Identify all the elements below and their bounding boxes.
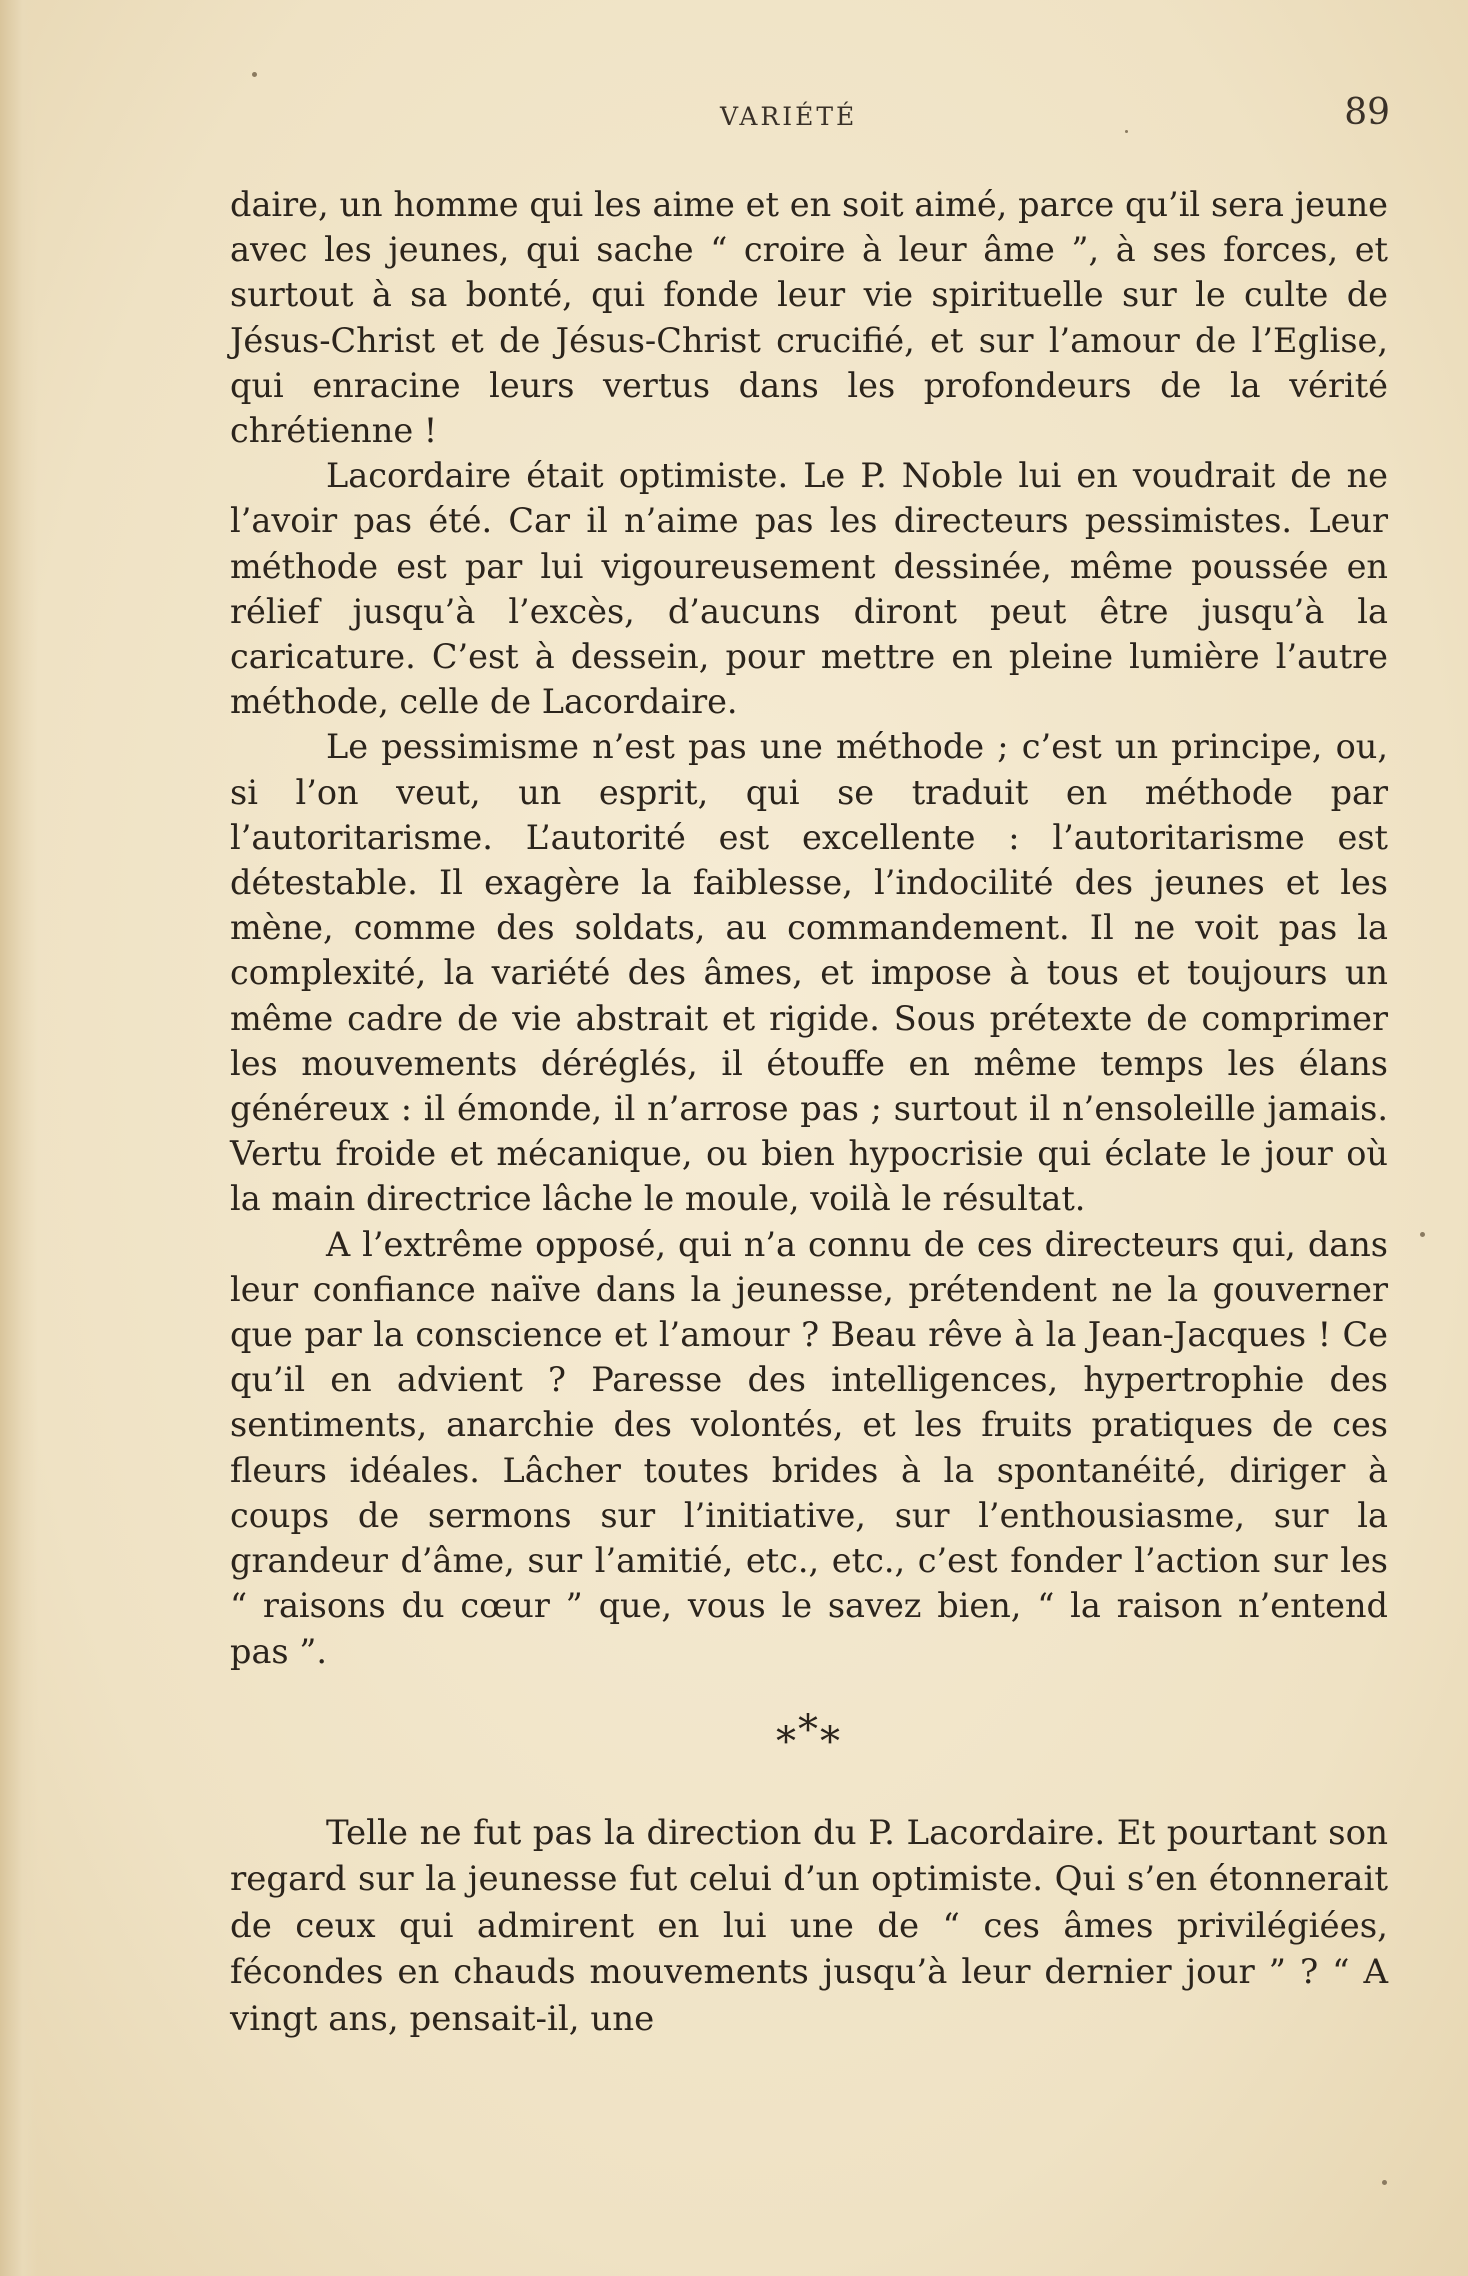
paragraph-direction: Telle ne fut pas la direction du P. Lacordaire. Et pourtant son regard sur la jeunesse fut celui d’un optimiste. Qui s’en étonnerait de ceux qui admirent en lui une de “ ces âmes privilégiées, fécondes en chauds mouvements jusqu’à leur dernier jour ” ? “ A vingt ans, pensait-il, une — [230, 1812, 1388, 2039]
paragraph-continued: daire, un homme qui les aime et en soit aimé, parce qu’il sera jeune avec les jeunes, qui sache “ croire à leur âme ”, à ses forces, et surtout à sa bonté, qui fonde leur vie spirituelle sur le culte de Jésus-Christ et de Jésus-Christ crucifié, et sur l’amour de l’Eglise, qui enracine leurs vertus dans les profondeurs de la vérité chrétienne ! — [230, 185, 1388, 451]
paragraph-pessimisme: Le pessimisme n’est pas une méthode ; c’est un principe, ou, si l’on veut, un esprit, qui se traduit en méthode par l’autoritarisme. L’autorité est excellente : l’autoritarisme est détestable. Il exagère la faiblesse, l’indocilité des jeunes et les mène, comme des soldats, au commandement. Il ne voit pas la complexité, la variété des âmes, et impose à tous et toujours un même cadre de vie abstrait et rigide. Sous prétexte de comprimer les mouvements déréglés, il étouffe en même temps les élans généreux : il émonde, il n’arrose pas ; surtout il n’ensoleille jamais. Vertu froide et mécanique, ou bien hypocrisie qui éclate le jour où la main directrice lâche le moule, voilà le résultat. — [230, 727, 1388, 1219]
paper-speck — [1382, 2180, 1387, 2185]
paragraph-extreme-oppose: A l’extrême opposé, qui n’a connu de ces directeurs qui, dans leur confiance naïve dans la jeunesse, prétendent ne la gouverner que par la conscience et l’amour ? Beau rêve à la Jean-Jacques ! Ce qu’il en advient ? Paresse des intelligences, hypertrophie des sentiments, anarchie des volontés, et les fruits pratiques de ces fleurs idéales. Lâcher toutes brides à la spontanéité, diriger à coups de sermons sur l’initiative, sur l’enthousiasme, sur la grandeur d’âme, sur l’amitié, etc., etc., c’est fonder l’action sur les “ raisons du cœur ” que, vous le savez bien, “ la raison n’entend pas ”. — [230, 1224, 1388, 1671]
section-break-asterism: * * * — [776, 1706, 842, 1765]
running-title: VARIÉTÉ — [720, 102, 858, 131]
body-text — [230, 182, 1388, 2042]
page-number: 89 — [1344, 92, 1390, 133]
page-header — [230, 92, 1390, 142]
page-gutter-shadow — [0, 0, 38, 2276]
paper-speck — [1420, 1232, 1425, 1237]
paper-speck — [1125, 130, 1128, 133]
paper-speck — [252, 72, 257, 77]
paragraph-lacordaire-optimiste: Lacordaire était optimiste. Le P. Noble lui en voudrait de ne l’avoir pas été. Car il n’aime pas les directeurs pessimistes. Leur méthode est par lui vigoureusement dessinée, même poussée en rélief jusqu’à l’excès, d’aucuns diront peut être jusqu’à la caricature. C’est à dessein, pour mettre en pleine lumière l’autre méthode, celle de Lacordaire. — [230, 456, 1388, 722]
